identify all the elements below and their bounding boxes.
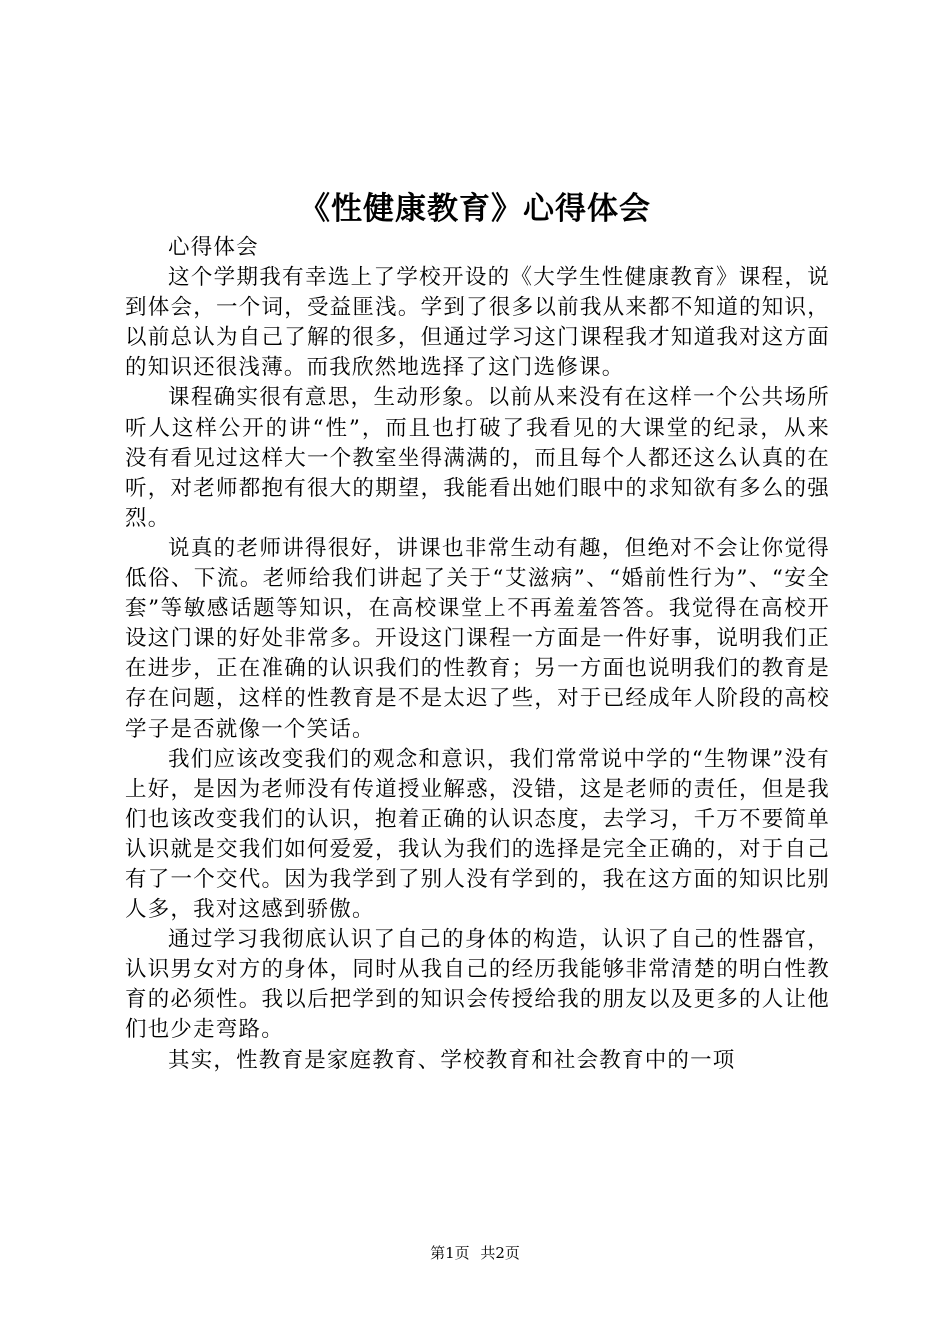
document-title: 《性健康教育》心得体会 — [299, 191, 651, 227]
body-paragraph: 其实，性教育是家庭教育、学校教育和社会教育中的一项 — [168, 1047, 736, 1073]
body-paragraph: 心得体会 — [168, 235, 259, 260]
page-footer — [0, 1243, 950, 1263]
body-paragraph: 说真的老师讲得很好，讲课也非常生动有趣，但绝对不会让你觉得低俗、下流。老师给我们讲起了关于“艾滋病”、“婚前性行为”、“安全套”等敏感话题等知识，在高校课堂上不再羞羞答答。我觉得在高校开设这门课的好处非常多。开设这门课程一方面是一件好事，说明我们正在进步，正在准确的认识我们的性教育；另一方面也说明我们的教育是存在问题，这样的性教育是不是太迟了些，对于已经成年人阶段的高校学子是否就像一个笑话。 — [125, 535, 830, 742]
page-total: 共2页 — [480, 1244, 520, 1262]
body-paragraph: 这个学期我有幸选上了学校开设的《大学生性健康教育》课程，说到体会，一个词，受益匪浅。学到了很多以前我从来都不知道的知识，以前总认为自己了解的很多，但通过学习这门课程我才知道我对这方面的知识还很浅薄。而我欣然地选择了这门选修课。 — [125, 265, 830, 381]
body-paragraph: 我们应该改变我们的观念和意识，我们常常说中学的“生物课”没有上好，是因为老师没有传道授业解惑，没错，这是老师的责任，但是我们也该改变我们的认识，抱着正确的认识态度，去学习，千万不要简单认识就是交我们如何爱爱，我认为我们的选择是完全正确的，对于自己有了一个交代。因为我学到了别人没有学到的，我在这方面的知识比别人多，我对这感到骄傲。 — [125, 746, 830, 923]
body-paragraph: 课程确实很有意思，生动形象。以前从来没有在这样一个公共场所听人这样公开的讲“性”，而且也打破了我看见的大课堂的纪录，从来没有看见过这样大一个教室坐得满满的，而且每个人都还这么认真的在听，对老师都抱有很大的期望，我能看出她们眼中的求知欲有多么的强烈。 — [125, 385, 830, 531]
body-paragraph: 通过学习我彻底认识了自己的身体的构造，认识了自己的性器官，认识男女对方的身体，同时从我自己的经历我能够非常清楚的明白性教育的必须性。我以后把学到的知识会传授给我的朋友以及更多的人让他们也少走弯路。 — [125, 927, 830, 1043]
page-number: 第1页 — [430, 1244, 470, 1262]
document-body — [125, 233, 830, 1076]
